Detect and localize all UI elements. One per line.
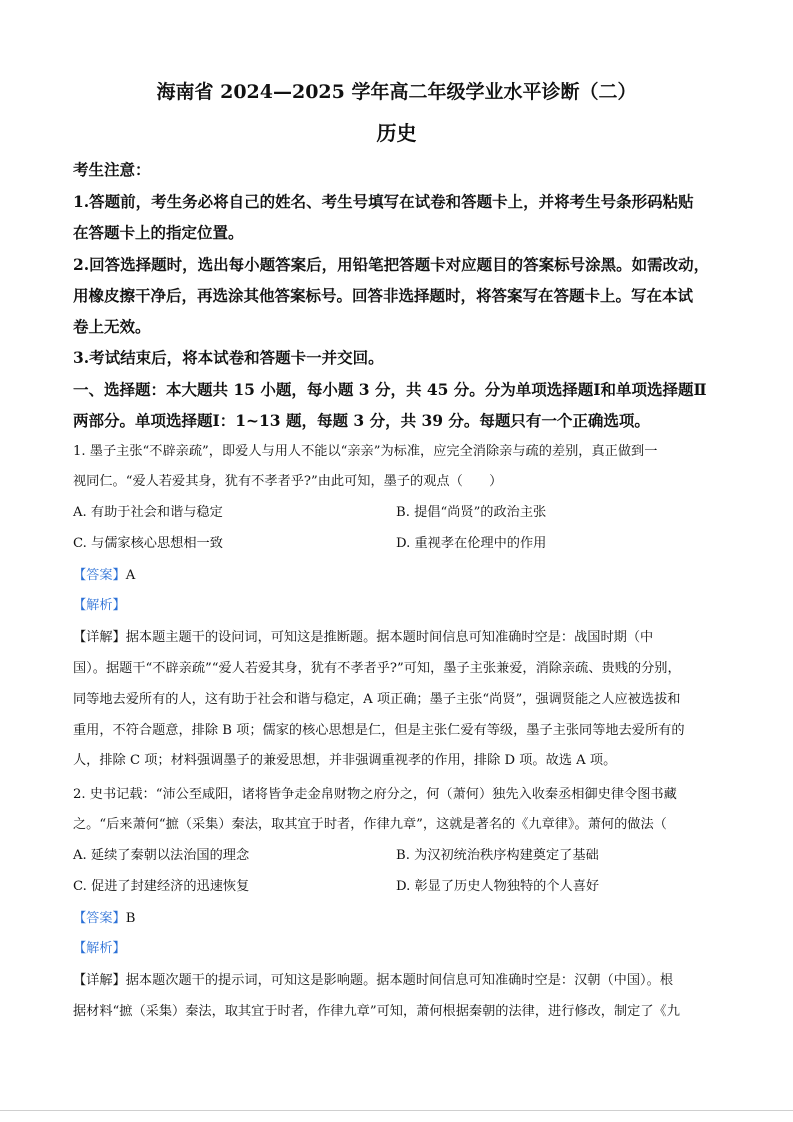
question-2-stem-cont: 之。“后来萧何“摭（采集）秦法，取其宜于时者，作律九章”，这就是著名的《九章律》。萧何的做法（ bbox=[73, 817, 667, 832]
question-1-option-c[interactable]: C. 与儒家核心思想相一致 bbox=[73, 536, 223, 551]
question-1-detail-cont: 国）。据题干“不辟亲疏”“爱人若爱其身，犹有不孝者乎?”可知，墨子主张兼爱，消除亲疏、贵贱的分别， bbox=[73, 661, 681, 676]
detail-label: 【详解】 bbox=[73, 630, 126, 645]
question-2-analysis-label bbox=[73, 940, 126, 958]
notice-line: 在答题卡上的指定位置。 bbox=[73, 223, 244, 242]
notice-line: 用橡皮擦干净后，再选涂其他答案标号。回答非选择题时，将答案写在答题卡上。写在本试 bbox=[73, 286, 694, 305]
section-heading: 一、选择题：本大题共 15 小题，每小题 3 分，共 45 分。分为单项选择题Ⅰ和单项选择题Ⅱ bbox=[73, 380, 707, 399]
question-2-option-c[interactable]: C. 促进了封建经济的迅速恢复 bbox=[73, 879, 250, 894]
document-title: 海南省 2024—2025 学年高二年级学业水平诊断（二） bbox=[156, 81, 637, 103]
analysis-label: 【解析】 bbox=[73, 598, 126, 613]
question-1-option-b[interactable]: B. 提倡“尚贤”的政治主张 bbox=[396, 505, 547, 520]
question-2-detail bbox=[73, 972, 673, 990]
detail-text: 据本题次题干的提示词，可知这是影响题。据本题时间信息可知准确时空是：汉朝（中国）。根 bbox=[125, 973, 674, 988]
answer-value: A bbox=[125, 568, 136, 583]
question-1-option-d[interactable]: D. 重视孝在伦理中的作用 bbox=[396, 536, 547, 551]
question-2-stem: 2. 史书记载：“沛公至咸阳，诸将皆争走金帛财物之府分之，何（萧何）独先入收秦丞相御史律令图书藏 bbox=[73, 787, 677, 802]
question-2-option-a[interactable]: A. 延续了秦朝以法治国的理念 bbox=[73, 848, 250, 863]
subject-title: 历史 bbox=[376, 121, 417, 145]
notice-line: 3.考试结束后，将本试卷和答题卡一并交回。 bbox=[73, 348, 384, 367]
question-1-detail-cont: 重用，不符合题意，排除 B 项；儒家的核心思想是仁，但是主张仁爱有等级，墨子主张同等地去爱所有的 bbox=[73, 723, 685, 738]
analysis-label: 【解析】 bbox=[73, 941, 126, 956]
notice-line: 卷上无效。 bbox=[73, 317, 151, 336]
question-2-option-d[interactable]: D. 彰显了历史人物独特的个人喜好 bbox=[396, 879, 600, 894]
question-2-detail-cont: 据材料“摭（采集）秦法，取其宜于时者，作律九章”可知，萧何根据秦朝的法律，进行修改，制定了《九 bbox=[73, 1004, 680, 1019]
question-1-stem: 1. 墨子主张“不辟亲疏”，即爱人与用人不能以“亲亲”为标准，应完全消除亲与疏的差别，真正做到一 bbox=[73, 444, 658, 459]
question-2-option-b[interactable]: B. 为汉初统治秩序构建奠定了基础 bbox=[396, 848, 599, 863]
question-1-stem-cont: 视同仁。“爱人若爱其身，犹有不孝者乎?”由此可知，墨子的观点（ ） bbox=[73, 474, 503, 489]
question-1-answer bbox=[73, 567, 135, 585]
notice-line: 1.答题前，考生务必将自己的姓名、考生号填写在试卷和答题卡上，并将考生号条形码粘贴 bbox=[73, 192, 694, 211]
detail-label: 【详解】 bbox=[73, 973, 126, 988]
question-1-option-a[interactable]: A. 有助于社会和谐与稳定 bbox=[73, 505, 223, 520]
answer-label: 【答案】 bbox=[73, 568, 126, 583]
notice-heading: 考生注意： bbox=[73, 160, 151, 179]
question-1-detail-cont: 人，排除 C 项；材料强调墨子的兼爱思想，并非强调重视孝的作用，排除 D 项。故选 A 项。 bbox=[73, 753, 617, 768]
page-bottom-rule bbox=[0, 1110, 793, 1111]
detail-text: 据本题主题干的设问词，可知这是推断题。据本题时间信息可知准确时空是：战国时期（中 bbox=[125, 630, 654, 645]
question-1-detail bbox=[73, 629, 653, 647]
question-1-detail-cont: 同等地去爱所有的人，这有助于社会和谐与稳定，A 项正确；墨子主张“尚贤”，强调贤能之人应被选拔和 bbox=[73, 692, 681, 707]
question-2-answer bbox=[73, 910, 135, 928]
section-heading-cont: 两部分。单项选择题Ⅰ：1~13 题，每题 3 分，共 39 分。每题只有一个正确选项。 bbox=[73, 411, 650, 430]
notice-line: 2.回答选择题时，选出每小题答案后，用铅笔把答题卡对应题目的答案标号涂黑。如需改动， bbox=[73, 255, 710, 274]
answer-label: 【答案】 bbox=[73, 911, 126, 926]
question-1-analysis-label bbox=[73, 597, 126, 615]
answer-value: B bbox=[125, 911, 136, 926]
